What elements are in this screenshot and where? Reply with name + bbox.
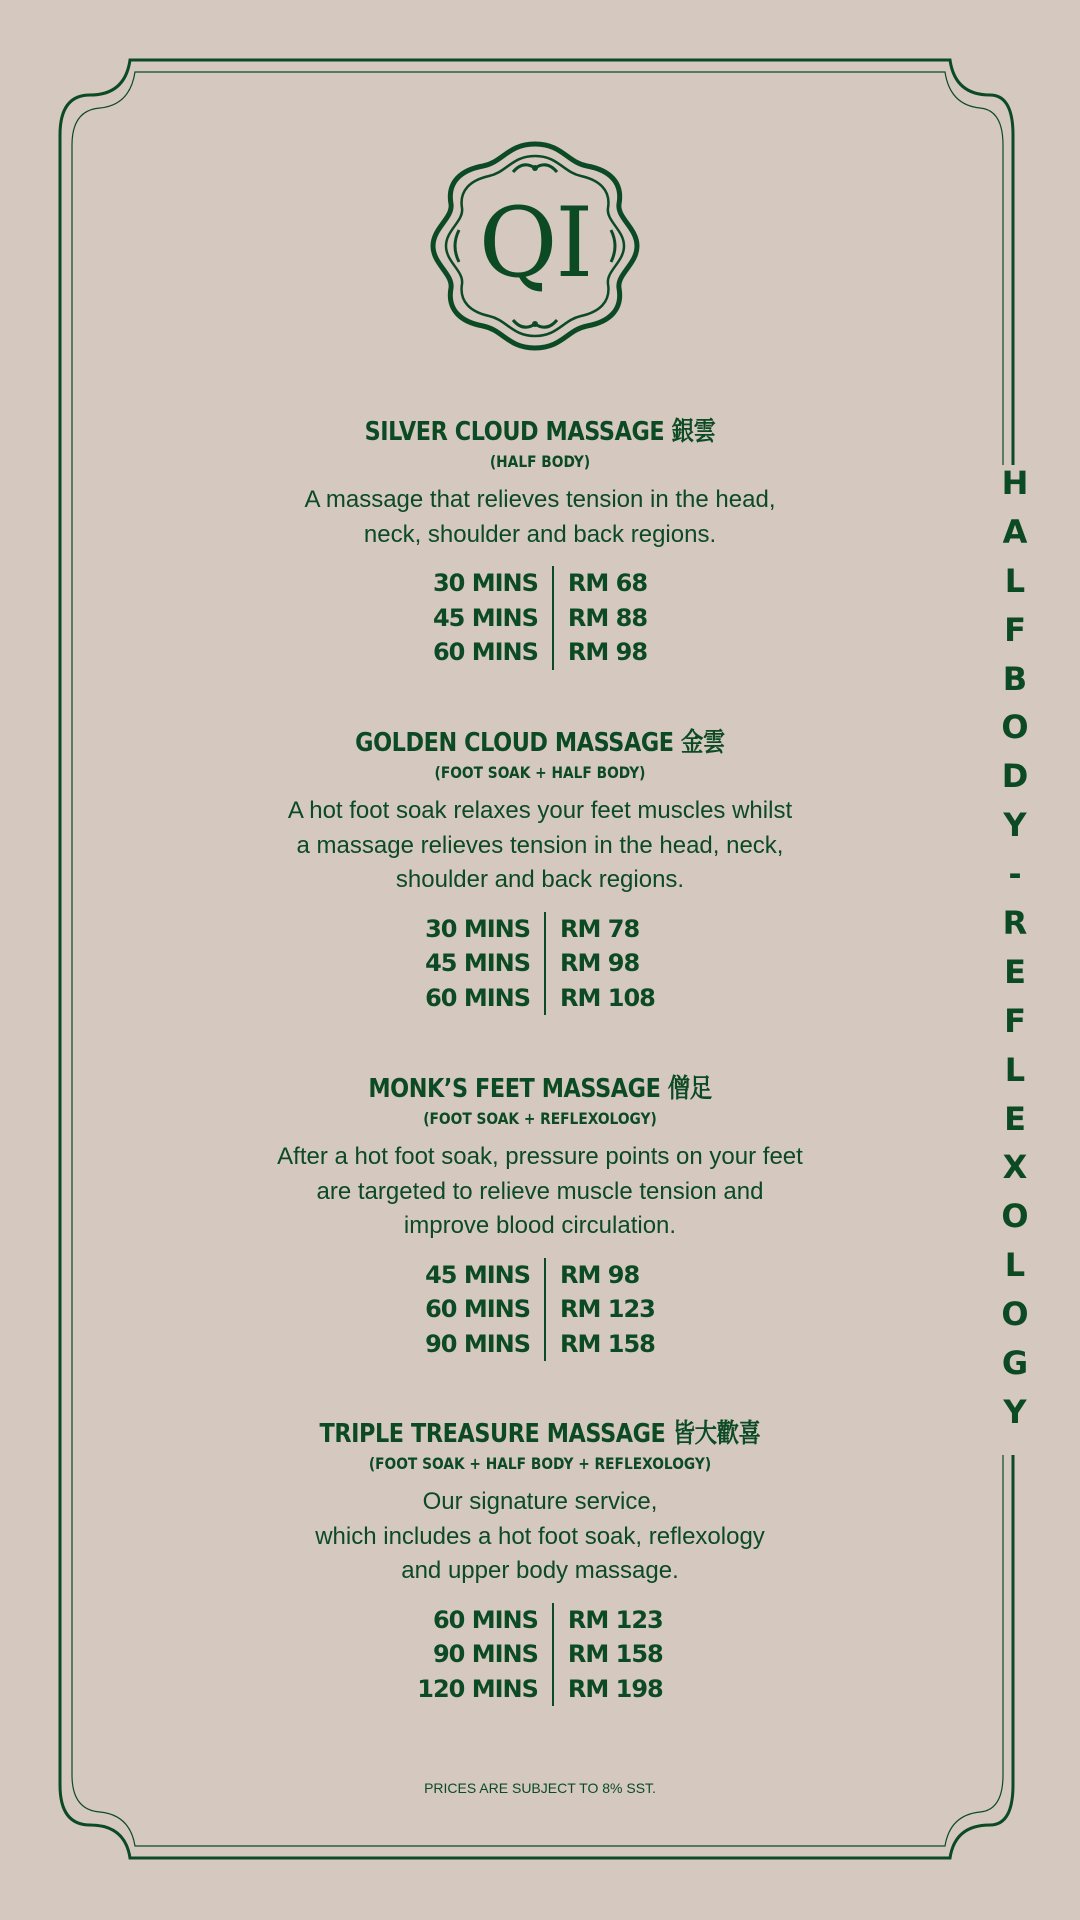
- price: RM 158: [567, 1640, 663, 1668]
- side-label-letter: L: [1004, 1050, 1026, 1089]
- service-title: GOLDEN CLOUD MASSAGE 金雲: [355, 728, 725, 758]
- side-label-letter: Y: [1003, 806, 1027, 845]
- duration: 30 MINS: [432, 569, 538, 597]
- description-line: shoulder and back regions.: [395, 866, 685, 893]
- price: RM 123: [567, 1605, 663, 1634]
- description-line: are targeted to relieve muscle tension and: [316, 1177, 764, 1205]
- side-label-letter: A: [1002, 512, 1028, 551]
- service-silver-cloud: [140, 415, 940, 670]
- price: RM 68: [567, 569, 648, 597]
- duration: 90 MINS: [425, 1329, 531, 1358]
- duration: 90 MINS: [432, 1640, 538, 1668]
- price: RM 78: [560, 914, 640, 943]
- price: RM 108: [560, 983, 655, 1012]
- duration: 60 MINS: [425, 983, 531, 1012]
- service-subtitle: (HALF BODY): [489, 452, 591, 471]
- price-column: [546, 912, 655, 1016]
- price: RM 98: [560, 949, 640, 977]
- service-golden-cloud: [140, 726, 940, 1015]
- tax-note: PRICES ARE SUBJECT TO 8% SST.: [424, 1780, 656, 1796]
- duration: 45 MINS: [425, 949, 531, 977]
- duration: 30 MINS: [425, 914, 531, 943]
- price-table: [140, 1603, 940, 1707]
- side-label-letter: O: [1001, 708, 1029, 747]
- price-table: [140, 566, 940, 670]
- price-table: [140, 1258, 940, 1362]
- duration: 60 MINS: [432, 1605, 538, 1634]
- service-title: SILVER CLOUD MASSAGE 銀雲: [364, 417, 716, 447]
- description-line: neck, shoulder and back regions.: [363, 520, 717, 548]
- price-column: [554, 566, 647, 670]
- side-label-letter: Y: [1003, 1392, 1027, 1431]
- side-label-letter: -: [1008, 855, 1022, 894]
- service-description: [140, 794, 940, 898]
- price-column: [546, 1258, 655, 1362]
- price: RM 88: [567, 603, 648, 632]
- price: RM 98: [560, 1260, 640, 1289]
- description-line: which includes a hot foot soak, reflexology: [315, 1522, 765, 1550]
- duration: 45 MINS: [425, 1260, 531, 1289]
- side-label-letter: E: [1004, 1099, 1026, 1138]
- service-subtitle: (FOOT SOAK + HALF BODY): [434, 763, 646, 782]
- brand-logo: [427, 138, 643, 354]
- description-line: A massage that relieves tension in the head,: [304, 486, 776, 513]
- description-line: and upper body massage.: [401, 1557, 679, 1584]
- side-label-letter: G: [1001, 1344, 1029, 1383]
- service-subtitle: (FOOT SOAK + REFLEXOLOGY): [423, 1109, 657, 1128]
- price-column: [554, 1603, 663, 1707]
- price-table: [140, 912, 940, 1016]
- side-label-letter: X: [1002, 1148, 1028, 1187]
- duration-column: [425, 912, 546, 1016]
- description-line: a massage relieves tension in the head, neck,: [296, 831, 784, 859]
- side-label-letter: L: [1004, 1246, 1026, 1285]
- duration: 120 MINS: [417, 1674, 538, 1703]
- side-label-letter: O: [1001, 1197, 1029, 1236]
- side-label-letter: D: [1001, 757, 1029, 796]
- brand-logo-text: QI: [478, 187, 592, 299]
- service-title: MONK’S FEET MASSAGE 僧足: [368, 1074, 712, 1104]
- service-description: [140, 483, 940, 552]
- service-triple-treasure: [140, 1417, 940, 1706]
- side-label-letter: L: [1004, 561, 1026, 600]
- price: RM 158: [560, 1329, 655, 1358]
- side-label-letter: E: [1004, 952, 1026, 991]
- price: RM 198: [567, 1674, 663, 1703]
- duration: 45 MINS: [432, 603, 538, 632]
- service-description: [140, 1485, 940, 1589]
- description-line: A hot foot soak relaxes your feet muscles whilst: [287, 797, 793, 824]
- side-label-letter: R: [1002, 904, 1028, 943]
- service-title: TRIPLE TREASURE MASSAGE 皆大歡喜: [319, 1419, 761, 1449]
- duration-column: [425, 1258, 546, 1362]
- side-category-label: [985, 465, 1045, 1430]
- price: RM 98: [567, 638, 648, 666]
- side-label-letter: H: [1001, 464, 1029, 502]
- duration: 60 MINS: [432, 638, 538, 666]
- side-label-letter: O: [1001, 1295, 1029, 1334]
- service-subtitle: (FOOT SOAK + HALF BODY + REFLEXOLOGY): [368, 1454, 712, 1473]
- duration-column: [417, 1603, 554, 1707]
- duration: 60 MINS: [425, 1295, 531, 1323]
- price: RM 123: [560, 1295, 655, 1323]
- side-label-letter: F: [1004, 1001, 1026, 1040]
- service-description: [140, 1140, 940, 1244]
- description-line: improve blood circulation.: [403, 1212, 677, 1239]
- description-line: Our signature service,: [422, 1488, 658, 1515]
- description-line: After a hot foot soak, pressure points on your feet: [277, 1143, 803, 1170]
- side-label-letter: F: [1004, 610, 1026, 649]
- side-label-letter: B: [1002, 659, 1028, 698]
- service-monks-feet: [140, 1072, 940, 1361]
- duration-column: [433, 566, 554, 670]
